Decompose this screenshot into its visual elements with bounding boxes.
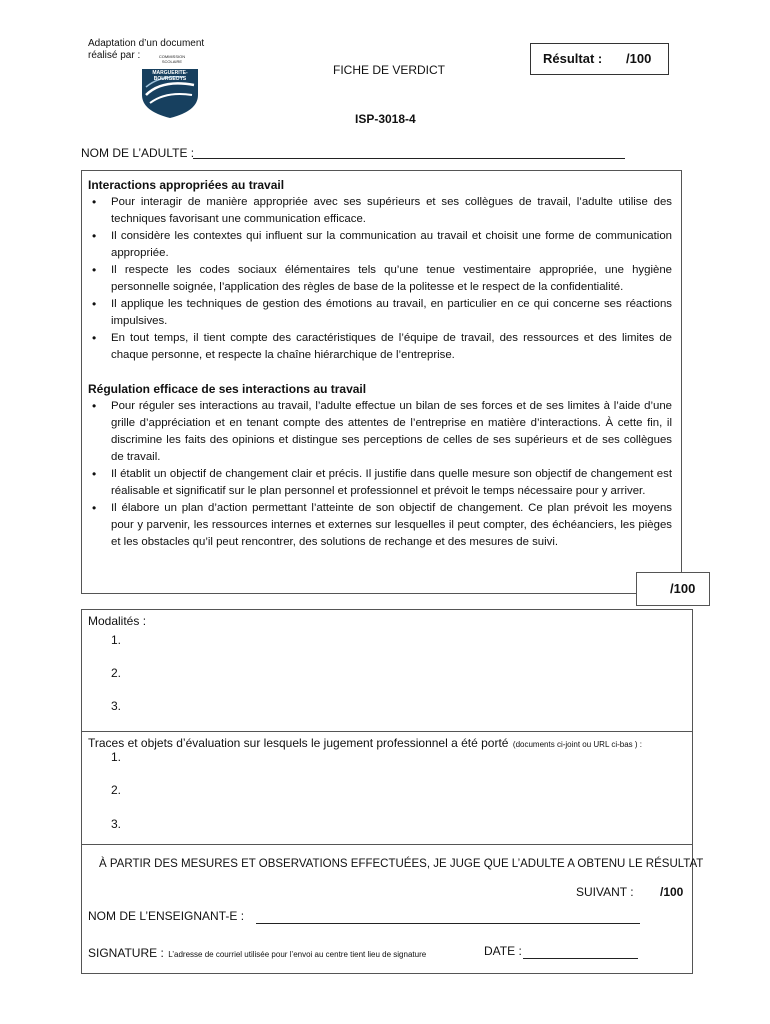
page-title: FICHE DE VERDICT [333, 63, 446, 77]
signature-note: L’adresse de courriel utilisée pour l’envoi au centre tient lieu de signature [168, 950, 427, 959]
verdict-suivant: SUIVANT : [576, 885, 634, 899]
verdict-score: /100 [660, 885, 684, 899]
logo-text-4: BOURGEOYS [153, 76, 187, 82]
criteria-item: • Il élabore un plan d’action permettant l’atteinte de son objectif de changement. Ce plan prévoit les moyens pour y parvenir, les ressources internes et externes sur lesquelles il peut compter, des échéanciers, les pièges et les obstacles qu’il peut rencontrer, des solutions de rechange et des mesures de suivi. [88, 500, 672, 551]
traces-number: 2. [111, 783, 122, 797]
criteria-score: /100 [670, 581, 696, 596]
modalites-box [81, 609, 693, 732]
logo-text-2: SCOLAIRE [161, 58, 183, 64]
adapted-by-line2: réalisé par : [88, 50, 141, 61]
modalites-label: Modalités : [88, 614, 147, 628]
adapted-by-line1: Adaptation d’un document [88, 38, 205, 49]
course-code: ISP-3018-4 [355, 112, 416, 126]
criteria-item: • Il considère les contextes qui influent sur la communication au travail et choisit une forme de communication appropriée. [88, 228, 672, 262]
section-regulation-title: Régulation efficace de ses interactions au travail [88, 382, 367, 396]
modalites-number: 1. [111, 633, 122, 647]
modalites-number: 2. [111, 666, 122, 680]
traces-number: 1. [111, 750, 122, 764]
result-score: /100 [626, 51, 652, 66]
school-board-logo [140, 55, 200, 119]
signature-label: SIGNATURE : [88, 946, 164, 960]
adult-name-field[interactable] [193, 158, 625, 159]
section-regulation-list [88, 398, 672, 551]
criteria-box [81, 170, 682, 594]
traces-box [81, 731, 693, 845]
logo-text-1: COMMISSION [158, 54, 186, 59]
criteria-item: • En tout temps, il tient compte des caractéristiques de l’équipe de travail, des ressources et des limites de chaque personne, et respecte la chaîne hiérarchique de l’entreprise. [88, 330, 672, 364]
date-label: DATE : [484, 944, 522, 958]
criteria-score-box [636, 572, 710, 606]
section-interactions-list [88, 194, 672, 364]
criteria-item: • Il établit un objectif de changement clair et précis. Il justifie dans quelle mesure son objectif de changement est réalisable et significatif sur le plan personnel et professionnel et prévoit le temps nécessaire pour y arriver. [88, 466, 672, 500]
traces-number: 3. [111, 817, 122, 831]
verdict-statement: À PARTIR DES MESURES ET OBSERVATIONS EFFECTUÉES, JE JUGE QUE L’ADULTE A OBTENU LE RÉSULTAT [99, 858, 704, 870]
result-label: Résultat : [543, 51, 603, 66]
traces-label: Traces et objets d’évaluation sur lesquels le jugement professionnel a été porté [88, 736, 509, 750]
criteria-item: • Il applique les techniques de gestion des émotions au travail, en particulier en ce qui concerne ses réactions impulsives. [88, 296, 672, 330]
adult-name-label: NOM DE L’ADULTE : [81, 146, 195, 160]
modalites-number: 3. [111, 699, 122, 713]
logo-text-3: MARGUERITE- [152, 70, 188, 76]
teacher-name-field[interactable] [256, 923, 640, 924]
teacher-name-label: NOM DE L’ENSEIGNANT-E : [88, 909, 245, 923]
verdict-box [81, 844, 704, 974]
result-box [530, 43, 669, 75]
date-field[interactable] [523, 958, 638, 959]
criteria-item: • Il respecte les codes sociaux élémentaires tels qu’une tenue vestimentaire appropriée, une hygiène personnelle soignée, l’application des règles de base de la politesse et le respect de la confidentialité. [88, 262, 672, 296]
traces-note: (documents ci-joint ou URL ci-bas ) : [512, 740, 643, 749]
section-interactions-title: Interactions appropriées au travail [88, 178, 285, 192]
criteria-item: • Pour interagir de manière appropriée avec ses supérieurs et ses collègues de travail, l’adulte utilise des techniques favorisant une communication efficace. [88, 194, 672, 228]
criteria-item: • Pour réguler ses interactions au travail, l’adulte effectue un bilan de ses forces et de ses limites à l’aide d’une grille d’appréciation et en tenant compte des attentes de l’entreprise en matière d’interactions. À cette fin, il discrimine les faits des opinions et distingue ses perceptions de celles de ses supérieurs et de ses collègues de travail. [88, 398, 672, 466]
